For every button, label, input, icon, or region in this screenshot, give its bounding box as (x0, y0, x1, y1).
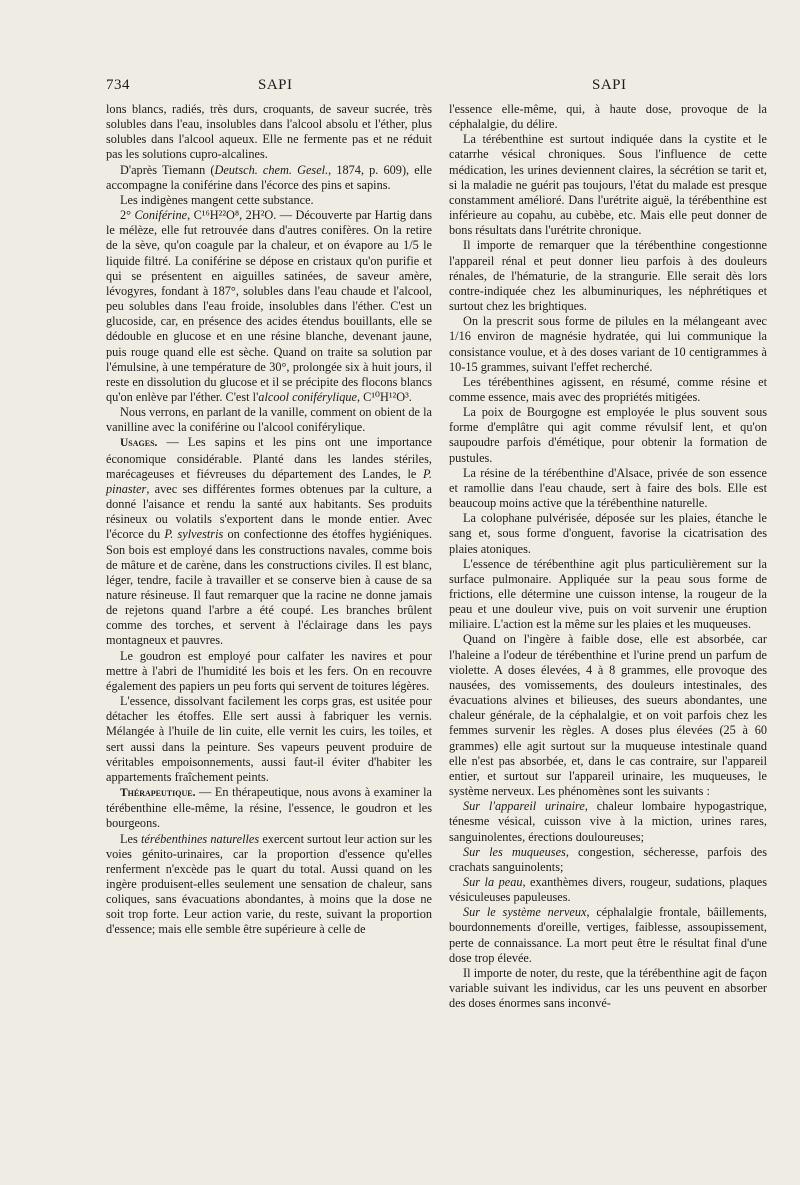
section-heading: Thérapeutique. (120, 787, 196, 800)
text-run: 2° (120, 208, 135, 223)
text-run: La colophane pulvérisée, déposée sur les plaies, étanche le sang et, sous forme d'onguent, favorise la cicatrisation des plaies atoniques. (449, 511, 767, 556)
paragraph (106, 649, 432, 694)
page-number: 734 (106, 77, 130, 93)
paragraph (106, 832, 432, 938)
paragraph (106, 102, 432, 163)
text-run: on confectionne des étoffes hygiéniques. Son bois est employé dans les constructions navales, comme bois de mâture et de carène, dans les constructions civiles. Il est blanc, léger, tendre, facile à travailler et se conserve bien à cause de sa nature résineuse. Il faut remarquer que la racine ne donne jamais de rejetons quand l'arbre a été coupé. Les branches brûlent comme des torches, et servent à l'éclairage dans les pays montagneux et pauvres. (106, 527, 433, 648)
paragraph (449, 905, 767, 966)
text-run: , congestion, sécheresse, parfois des crachats sanguinolents; (449, 844, 767, 874)
text-run: Le goudron est employé pour calfater les navires et pour mettre à l'abri de l'humidité les bois et les fers. On en recouvre également des papiers un peu forts qui servent de toitures légères. (106, 648, 432, 693)
text-run: — Les sapins et les pins ont une importance économique considérable. Planté dans les landes stériles, marécageuses et fiévreuses du département des Landes, le (106, 435, 432, 481)
paragraph (106, 163, 432, 193)
paragraph (449, 557, 767, 633)
italic-text: Sur le système nerveux (463, 905, 587, 920)
italic-text: P. sylvestris (164, 527, 224, 542)
text-run: , 1874, p. 609), elle accompagne la coniférine dans l'écorce des pins et sapins. (106, 162, 432, 192)
text-run: Les indigènes mangent cette substance. (120, 192, 314, 207)
text-run: On la prescrit sous forme de pilules en la mélangeant avec 1/16 environ de magnésie hydratée, qui lui communique la consistance voulue, et à des doses variant de 10 centigrammes à 10-15 grammes, suivant l'effet recherché. (449, 314, 767, 374)
italic-text: Sur l'appareil urinaire (463, 799, 585, 814)
text-run: , exanthèmes divers, rougeur, sudations, plaques vésiculeuses papuleuses. (449, 874, 767, 905)
paragraph (106, 435, 432, 648)
paragraph (106, 785, 432, 831)
paragraph (106, 193, 432, 208)
paragraph (106, 405, 432, 435)
text-run: La poix de Bourgogne est employée le plus souvent sous forme d'emplâtre qui agit comme révulsif lent, et qu'on saupoudre parfois d'émétique, pour obtenir la formation de pustules. (449, 405, 767, 465)
paragraph (449, 132, 767, 238)
italic-text: Deutsch. chem. Gesel. (214, 162, 329, 177)
text-run: , céphalalgie frontale, bâillements, bourdonnements d'oreille, vertiges, faiblesse, assoupissement, perte de connaissance. La mort peut être le résultat final d'une dose trop élevée. (449, 905, 767, 965)
italic-text: alcool coniférylique (258, 389, 357, 404)
text-run: , avec ses différentes formes obtenues par la culture, a donné l'aisance et rendu la santé aux habitants. Ses produits résineux ou volatils s'exportent dans le monde entier. Avec l'écorce du (106, 481, 432, 542)
italic-text: térébenthines naturelles (140, 831, 260, 846)
paragraph (449, 405, 767, 466)
text-run: L'essence, dissolvant facilement les corps gras, est usitée pour détacher les étoffes. Elle sert aussi à fabriquer les vernis. Mélangée à l'huile de lin cuite, elle vernit les cuirs, les toiles, et sert aussi dans la peinture. Ses vapeurs peuvent produire de véritables empoisonnements, aussi faut-il éviter d'habiter les appartements fraîchement peints. (106, 694, 432, 784)
running-title-left: SAPI (258, 77, 293, 93)
paragraph (449, 799, 767, 844)
paragraph (449, 102, 767, 132)
text-run: Les (120, 831, 141, 846)
text-run: L'essence de térébenthine agit plus particulièrement sur la surface pulmonaire. Appliquée sur la peau sous forme de frictions, elle détermine une cuisson intense, la rougeur de la peau et une douleur vive, puis on voit survenir une éruption miliaire. L'action est la même sur les plaies et les muqueuses. (449, 556, 767, 632)
paragraph (449, 466, 767, 511)
text-run: exercent surtout leur action sur les voies génito-urinaires, car la proportion d'essence qu'elles renferment n'excède pas le quart du total. Aussi quand on les ingère produisent-elles seulement une sensation de chaleur, sans coliques, sans évacuations abondantes, à moins que la dose ne soit trop forte. Leur action varie, du reste, suivant la proportion d'essence; mais elle semble être supérieure à celle de (106, 831, 432, 937)
text-run: lons blancs, radiés, très durs, croquants, de saveur sucrée, très solubles dans l'eau, insolubles dans l'alcool absolu et l'éther, plus solubles dans l'alcool aqueux. Elle ne fermente pas et ne réduit pas les solutions cupro-alcalines. (106, 102, 432, 162)
text-run: l'essence elle-même, qui, à haute dose, provoque de la céphalalgie, du délire. (449, 102, 767, 132)
left-column (106, 102, 432, 938)
paragraph (449, 875, 767, 905)
paragraph (449, 966, 767, 1011)
running-title-right: SAPI (592, 77, 627, 93)
text-run: La térébenthine est surtout indiquée dans la cystite et le catarrhe vésical chroniques. Sous l'influence de cette médication, les urines deviennent claires, la sécrétion se tarit et, si la maladie ne guérit pas toujours, l'état du malade est presque constamment amélioré. Dans l'urétrite aiguë, la térébenthine est inférieure au copahu, au cubèbe, etc. Mais elle peut donner de bons résultats dans l'urétrite chronique. (449, 132, 767, 238)
paragraph (449, 845, 767, 875)
text-run: , C¹⁶H²²O⁸, 2H²O. — Découverte par Hartig dans le mélèze, elle fut retrouvée dans d'autres conifères. On la retire de la sève, qu'on coagule par la chaleur, et on évapore au 1/5 le liquide filtré. La coniférine se dépose en cristaux qu'on purifie et qui se présentent en aiguilles satinées, de saveur amère, lévogyres, fondant à 187°, solubles dans l'eau chaude et l'alcool, peu solubles dans l'eau froide, insolubles dans l'éther. C'est un glucoside, car, en présence des acides étendus bouillants, elle se dédouble en glucose et en une résine blanche, devenant jaune, puis rouge quand elle est sèche. Quand on traite sa solution par l'émulsine, à une température de 30°, prolongée six à huit jours, il reste en dissolution du glucose et il se précipite des flocons blancs qu'on enlève par l'éther. C'est l' (106, 208, 433, 404)
text-run: La résine de la térébenthine d'Alsace, privée de son essence et ramollie dans l'eau chaude, sert à faire des bols. Elle est beaucoup moins active que la térébenthine naturelle. (449, 465, 767, 511)
italic-text: Sur les muqueuses (463, 844, 566, 859)
paragraph (449, 511, 767, 556)
paragraph (106, 694, 432, 785)
paragraph (449, 375, 767, 405)
italic-text: P. pinaster (106, 466, 432, 496)
text-run: Nous verrons, en parlant de la vanille, comment on obient de la vanilline avec la coniférine ou l'alcool coniférylique. (106, 405, 432, 435)
text-run: Quand on l'ingère à faible dose, elle est absorbée, car l'haleine a l'odeur de térébenthine et l'urine prend un parfum de violette. A doses élevées, 4 à 8 grammes, elle provoque des nausées, des vomissements, des douleurs intestinales, des évacuations alvines et bilieuses, des sueurs abondantes, une chaleur générale, de la céphalalgie, et on voit parfois chez les femmes survenir les règles. A doses plus élevées (25 à 60 grammes) elle agit surtout sur la muqueuse intestinale quand elle n'est pas absorbée, et, dans le cas contraire, sur l'appareil entier, et surtout sur l'appareil urinaire, les muqueuses, le système nerveux. Les phénomènes sont les suivants : (449, 632, 767, 799)
italic-text: Sur la peau (463, 874, 523, 889)
paragraph (106, 208, 432, 405)
paragraph (449, 314, 767, 375)
text-run: — En thérapeutique, nous avons à examiner la térébenthine elle-même, la résine, l'essence, le goudron et les bourgeons. (106, 785, 432, 831)
italic-text: Coniférine (134, 208, 188, 223)
text-run: D'après Tiemann ( (120, 162, 215, 177)
paragraph (449, 632, 767, 799)
text-run: Il importe de noter, du reste, que la térébenthine agit de façon variable suivant les individus, car les uns peuvent en absorber des doses énormes sans inconvé- (449, 965, 767, 1011)
text-run: Les térébenthines agissent, en résumé, comme résine et comme essence, mais avec des propriétés mitigées. (449, 374, 767, 404)
right-column (449, 102, 767, 1011)
text-run: , C¹⁰H¹²O³. (356, 389, 412, 404)
text-run: , chaleur lombaire hypogastrique, ténesme vésical, cuisson vive à la miction, urines rares, sanguinolentes, érections douloureuses; (449, 799, 768, 844)
text-run: Il importe de remarquer que la térébenthine congestionne l'appareil rénal et peut donner lieu parfois à des douleurs rénales, de l'hématurie, de la strangurie. Elle serait dès lors contre-indiquée chez les albuminuriques, les néphrétiques et surtout chez les brightiques. (449, 238, 767, 314)
paragraph (449, 238, 767, 314)
section-heading: Usages. (120, 437, 158, 450)
